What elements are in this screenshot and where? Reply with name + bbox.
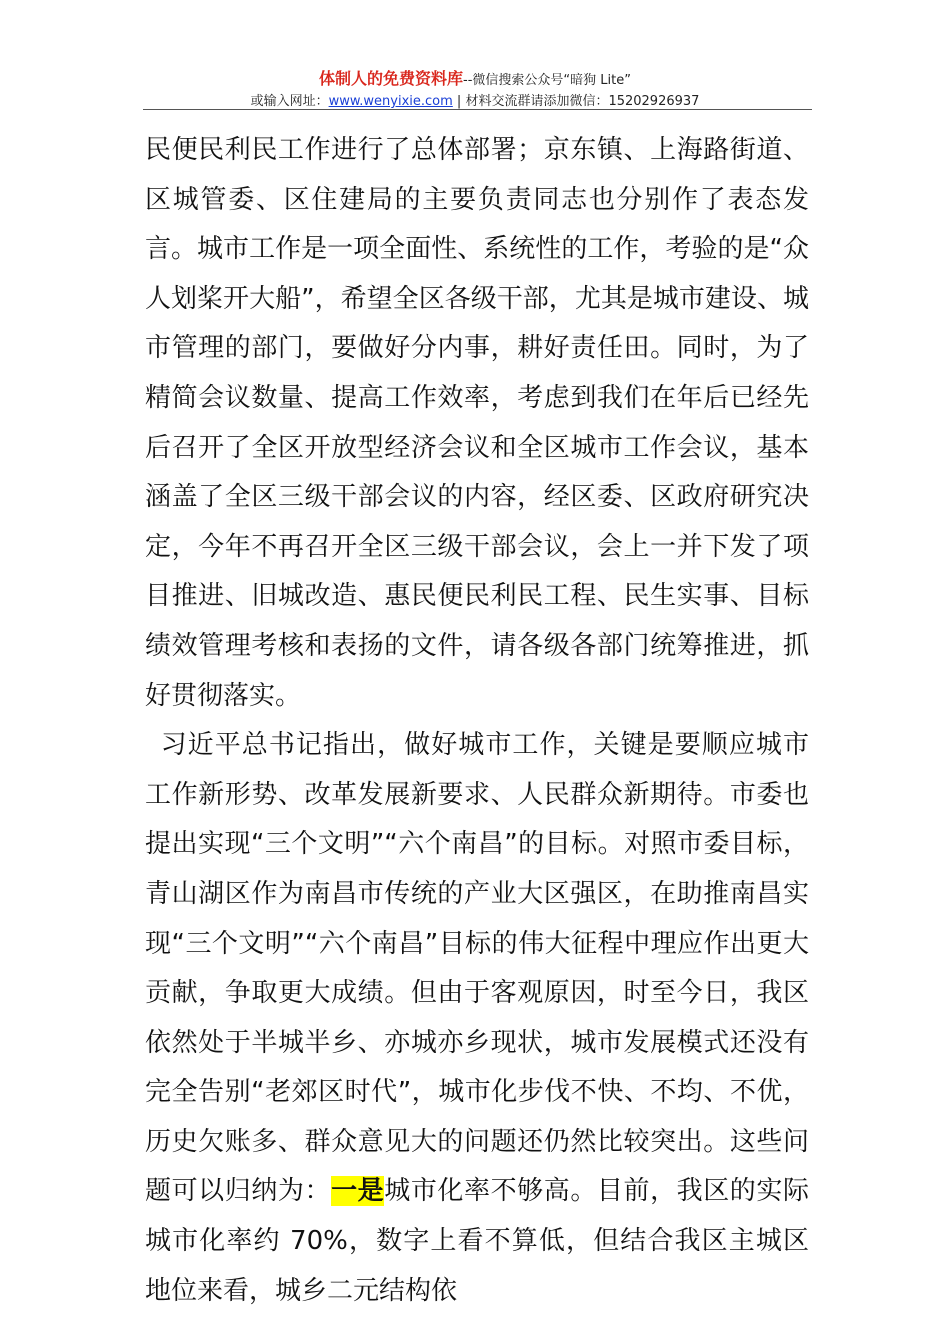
header-divider [143, 109, 812, 110]
paragraph-2-text: 习近平总书记指出，做好城市工作，关键是要顺应城市工作新形势、改革发展新要求、人民群众新期待。市委也提出实现“三个文明”“六个南昌”的目标。对照市委目标，青山湖区作为南昌市传统的产业大区强区，在助推南昌实现“三个文明”“六个南昌”目标的伟大征程中理应作出更大贡献，争取更大成绩。但由于客观原因，时至今日，我区依然处于半城半乡、亦城亦乡现状，城市发展模式还没有完全告别“老郊区时代”，城市化步伐不快、不均、不优，历史欠账多、群众意见大的问题还仍然比较突出。这些问题可以归纳为： [145, 730, 809, 1207]
header-subtitle: --微信搜索公众号“暗狗 Lite” [463, 73, 631, 88]
paragraph-2 [145, 721, 809, 1316]
highlighted-text: 一是 [331, 1176, 385, 1207]
header-title-line [0, 68, 950, 92]
brand-title: 体制人的免费资料库 [319, 69, 464, 88]
website-prefix: 或输入网址： [250, 94, 329, 109]
document-body [145, 126, 809, 1316]
paragraph-1: 民便民利民工作进行了总体部署；京东镇、上海路街道、区城管委、区住建局的主要负责同志也分别作了表态发言。城市工作是一项全面性、系统性的工作，考验的是“众人划桨开大船”，希望全区各级干部，尤其是城市建设、城市管理的部门，要做好分内事，耕好责任田。同时，为了精简会议数量、提高工作效率，考虑到我们在年后已经先后召开了全区开放型经济会议和全区城市工作会议，基本涵盖了全区三级干部会议的内容，经区委、区政府研究决定，今年不再召开全区三级干部会议，会上一并下发了项目推进、旧城改造、惠民便民利民工程、民生实事、目标绩效管理考核和表扬的文件，请各级各部门统筹推进，抓好贯彻落实。 [145, 135, 809, 711]
paragraph-2-continuation: 城市化率不够高。目前，我区的实际城市化率约 70%，数字上看不算低，但结合我区主城区地位来看，城乡二元结构依 [145, 1176, 809, 1306]
website-link[interactable]: www.wenyixie.com [328, 94, 453, 109]
wechat-contact: | 材料交流群请添加微信：15202926937 [452, 94, 700, 109]
page-header [0, 68, 950, 112]
